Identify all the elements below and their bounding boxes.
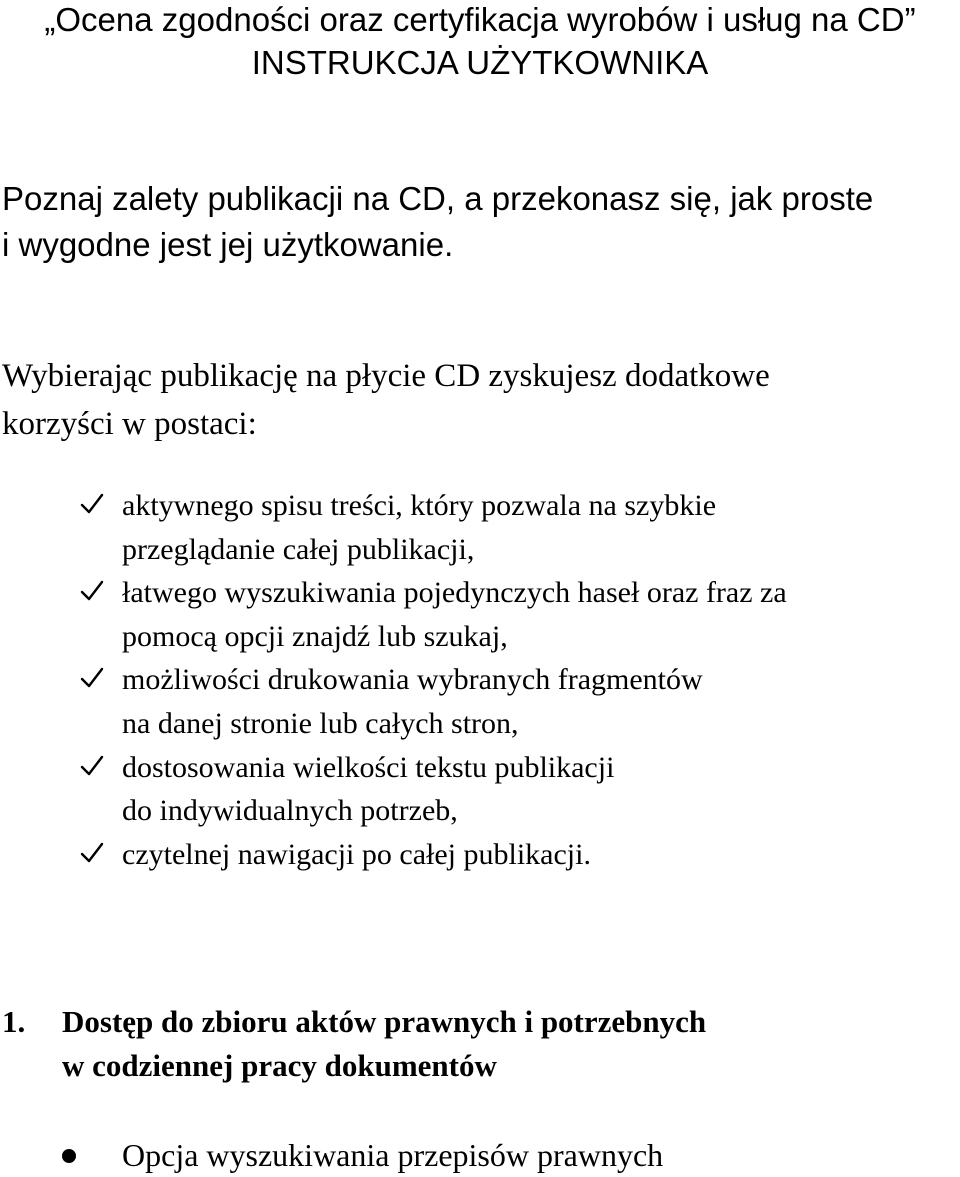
section-heading-text: Dostęp do zbioru aktów prawnych i potrzebnych — [62, 1004, 707, 1039]
document-title: „Ocena zgodności oraz certyfikacja wyrobów i usług na CD” — [44, 1, 916, 38]
checklist-item-line: pomocą opcji znajdź lub szukaj, — [122, 619, 508, 653]
benefits-checklist — [0, 484, 787, 876]
bullet-dot-icon — [62, 1149, 76, 1163]
intro-line: Poznaj zalety publikacji na CD, a przekonasz się, jak proste — [2, 180, 874, 217]
section-heading-line — [2, 1000, 706, 1044]
checklist-item-line: możliwości drukowania wybranych fragmentów — [122, 663, 703, 697]
checklist-item — [0, 833, 787, 877]
checkmark-icon — [80, 492, 104, 516]
checkmark-icon — [80, 841, 104, 865]
section-heading-line: w codziennej pracy dokumentów — [62, 1048, 497, 1083]
checklist-item-line: do indywidualnych potrzeb, — [122, 794, 458, 828]
checklist-item-line: aktywnego spisu treści, który pozwala na szybkie — [122, 489, 717, 522]
section-number: 1. — [2, 1004, 26, 1039]
section-heading — [2, 1000, 706, 1088]
section-bullet-list — [0, 1133, 663, 1177]
checklist-item — [0, 746, 787, 833]
bullet-item-text: Opcja wyszukiwania przepisów prawnych — [122, 1137, 664, 1173]
benefits-lead-paragraph — [2, 352, 770, 448]
benefits-lead-line: korzyści w postaci: — [2, 406, 257, 442]
checklist-item-line: łatwego wyszukiwania pojedynczych haseł oraz fraz za — [122, 576, 787, 610]
checkmark-icon — [80, 754, 104, 778]
checkmark-icon — [80, 579, 104, 603]
checklist-item-line: przeglądanie całej publikacji, — [122, 532, 475, 566]
checklist-item — [0, 658, 787, 745]
document-subtitle: INSTRUKCJA UŻYTKOWNIKA — [251, 44, 709, 81]
intro-paragraph — [2, 176, 873, 268]
checklist-item — [0, 571, 787, 658]
checklist-item-line: dostosowania wielkości tekstu publikacji — [122, 750, 615, 784]
checkmark-icon — [80, 666, 104, 690]
benefits-lead-line: Wybierając publikację na płycie CD zyskujesz dodatkowe — [2, 358, 770, 394]
intro-line: i wygodne jest jej użytkowanie. — [2, 226, 454, 263]
bullet-item — [0, 1133, 663, 1177]
checklist-item-line: czytelnej nawigacji po całej publikacji. — [122, 837, 591, 871]
checklist-item-line: na danej stronie lub całych stron, — [122, 706, 519, 740]
checklist-item — [0, 484, 787, 571]
